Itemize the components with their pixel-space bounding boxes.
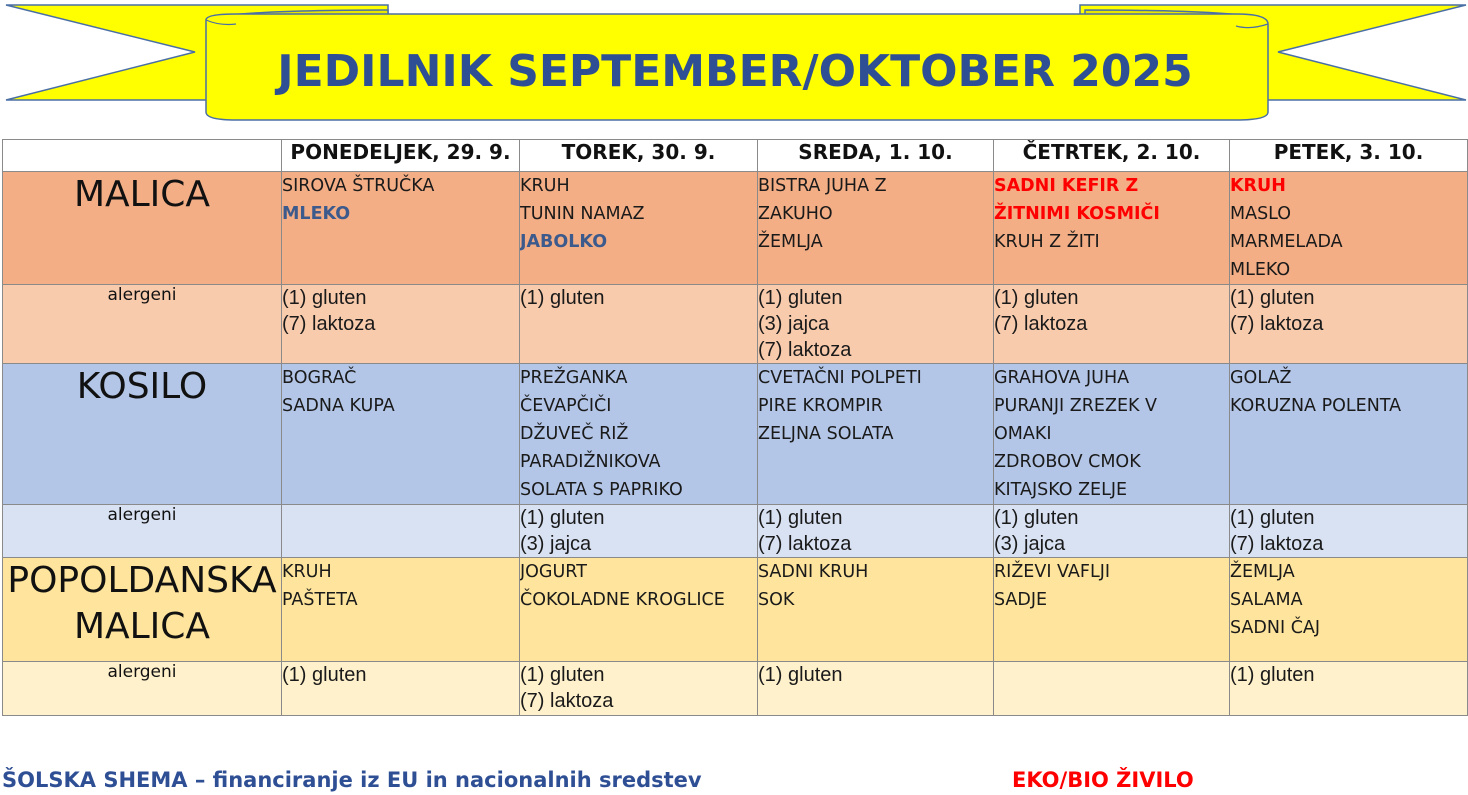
kosilo-allergens-row bbox=[3, 505, 1468, 558]
allergen-item: (1) gluten bbox=[758, 287, 843, 309]
allergen-item: (7) laktoza bbox=[520, 690, 614, 712]
food-item: JABOLKO bbox=[520, 232, 608, 252]
food-item: MASLO bbox=[1230, 204, 1292, 224]
footer-school-scheme-note: ŠOLSKA SHEMA – financiranje iz EU in nacionalnih sredstev bbox=[2, 768, 702, 792]
day-header-monday: PONEDELJEK, 29. 9. bbox=[282, 140, 520, 172]
food-item: PURANJI ZREZEK V bbox=[994, 396, 1158, 416]
meal-label-malica: MALICA bbox=[3, 172, 282, 285]
food-item: PIRE KROMPIR bbox=[758, 396, 883, 416]
allergen-item: (3) jajca bbox=[758, 313, 830, 335]
food-cell bbox=[994, 364, 1230, 505]
food-item: SADNI KEFIR Z bbox=[994, 176, 1139, 196]
food-item: SADNI ČAJ bbox=[1230, 618, 1321, 638]
food-item: KITAJSKO ZELJE bbox=[994, 480, 1128, 500]
allergen-label: alergeni bbox=[3, 285, 282, 364]
allergen-label: alergeni bbox=[3, 662, 282, 716]
food-item: SADNA KUPA bbox=[282, 396, 395, 416]
kosilo-row bbox=[3, 364, 1468, 505]
food-item: KRUH Z ŽITI bbox=[994, 232, 1100, 252]
day-header-tuesday: TOREK, 30. 9. bbox=[520, 140, 758, 172]
meal-label-line: MALICA bbox=[73, 606, 211, 647]
allergen-item: (1) gluten bbox=[994, 507, 1079, 529]
food-item: ZDROBOV CMOK bbox=[994, 452, 1141, 472]
food-cell bbox=[1230, 172, 1468, 285]
food-item: OMAKI bbox=[994, 424, 1052, 444]
food-cell bbox=[758, 172, 994, 285]
allergen-cell bbox=[994, 662, 1230, 716]
food-cell bbox=[994, 558, 1230, 662]
food-item: KRUH bbox=[1230, 176, 1286, 196]
food-cell bbox=[1230, 558, 1468, 662]
allergen-item: (3) jajca bbox=[520, 533, 592, 555]
allergen-item: (1) gluten bbox=[994, 287, 1079, 309]
food-item: ČEVAPČIČI bbox=[520, 396, 612, 416]
allergen-cell bbox=[758, 662, 994, 716]
food-item: MLEKO bbox=[282, 204, 351, 224]
allergen-cell bbox=[520, 285, 758, 364]
food-item: ZAKUHO bbox=[758, 204, 833, 224]
food-item: ŽEMLJA bbox=[758, 232, 823, 252]
meal-label-kosilo: KOSILO bbox=[3, 364, 282, 505]
food-item: JOGURT bbox=[520, 562, 587, 582]
allergen-cell bbox=[520, 505, 758, 558]
title-banner bbox=[0, 0, 1468, 128]
allergen-item: (1) gluten bbox=[1230, 507, 1315, 529]
food-cell bbox=[520, 558, 758, 662]
food-item: ZELJNA SOLATA bbox=[758, 424, 894, 444]
food-item: SADNI KRUH bbox=[758, 562, 869, 582]
food-cell bbox=[758, 558, 994, 662]
food-item: PARADIŽNIKOVA bbox=[520, 452, 661, 472]
allergen-item: (1) gluten bbox=[282, 287, 367, 309]
popoldanska-allergens-row bbox=[3, 662, 1468, 716]
malica-row bbox=[3, 172, 1468, 285]
food-cell bbox=[1230, 364, 1468, 505]
allergen-cell bbox=[1230, 662, 1468, 716]
food-item: KORUZNA POLENTA bbox=[1230, 396, 1402, 416]
allergen-item: (1) gluten bbox=[1230, 287, 1315, 309]
food-item: CVETAČNI POLPETI bbox=[758, 368, 922, 388]
allergen-item: (7) laktoza bbox=[758, 339, 852, 361]
food-item: ŽEMLJA bbox=[1230, 562, 1295, 582]
allergen-item: (1) gluten bbox=[1230, 664, 1315, 686]
food-item: KRUH bbox=[282, 562, 332, 582]
allergen-item: (1) gluten bbox=[758, 664, 843, 686]
allergen-item: (7) laktoza bbox=[758, 533, 852, 555]
food-item: KRUH bbox=[520, 176, 570, 196]
food-item: ŽITNIMI KOSMIČI bbox=[994, 204, 1160, 224]
page-title: JEDILNIK SEPTEMBER/OKTOBER 2025 bbox=[277, 45, 1193, 97]
allergen-cell bbox=[1230, 285, 1468, 364]
allergen-cell bbox=[758, 285, 994, 364]
allergen-label: alergeni bbox=[3, 505, 282, 558]
food-item: TUNIN NAMAZ bbox=[520, 204, 645, 224]
food-item: PAŠTETA bbox=[282, 590, 358, 610]
food-cell bbox=[520, 172, 758, 285]
food-item: PREŽGANKA bbox=[520, 368, 628, 388]
popoldanska-row bbox=[3, 558, 1468, 662]
day-header-row bbox=[3, 140, 1468, 172]
food-item: BOGRAČ bbox=[282, 368, 357, 388]
allergen-item: (1) gluten bbox=[282, 664, 367, 686]
food-item: ČOKOLADNE KROGLICE bbox=[520, 590, 725, 610]
allergen-item: (1) gluten bbox=[758, 507, 843, 529]
food-item: MLEKO bbox=[1230, 260, 1291, 280]
food-item: DŽUVEČ RIŽ bbox=[520, 424, 629, 444]
food-item: SOK bbox=[758, 590, 795, 610]
footer-eko-bio-note: EKO/BIO ŽIVILO bbox=[1012, 768, 1194, 792]
allergen-cell bbox=[994, 285, 1230, 364]
day-header-thursday: ČETRTEK, 2. 10. bbox=[994, 140, 1230, 172]
corner-cell bbox=[3, 140, 282, 172]
allergen-cell bbox=[282, 662, 520, 716]
food-item: GOLAŽ bbox=[1230, 368, 1292, 388]
food-cell bbox=[282, 558, 520, 662]
allergen-cell bbox=[282, 505, 520, 558]
food-cell bbox=[758, 364, 994, 505]
allergen-cell bbox=[994, 505, 1230, 558]
food-item: SOLATA S PAPRIKO bbox=[520, 480, 683, 500]
allergen-item: (3) jajca bbox=[994, 533, 1066, 555]
day-header-friday: PETEK, 3. 10. bbox=[1230, 140, 1468, 172]
meal-label-line: POPOLDANSKA bbox=[7, 560, 277, 601]
food-item: RIŽEVI VAFLJI bbox=[994, 562, 1111, 582]
allergen-item: (7) laktoza bbox=[994, 313, 1088, 335]
food-item: SIROVA ŠTRUČKA bbox=[282, 176, 435, 196]
food-cell bbox=[282, 364, 520, 505]
allergen-item: (7) laktoza bbox=[282, 313, 376, 335]
food-cell bbox=[994, 172, 1230, 285]
allergen-item: (7) laktoza bbox=[1230, 313, 1324, 335]
food-item: SALAMA bbox=[1230, 590, 1303, 610]
food-item: MARMELADA bbox=[1230, 232, 1343, 252]
allergen-item: (7) laktoza bbox=[1230, 533, 1324, 555]
food-item: GRAHOVA JUHA bbox=[994, 368, 1130, 388]
allergen-item: (1) gluten bbox=[520, 507, 605, 529]
day-header-wednesday: SREDA, 1. 10. bbox=[758, 140, 994, 172]
food-item: SADJE bbox=[994, 590, 1048, 610]
allergen-item: (1) gluten bbox=[520, 664, 605, 686]
malica-allergens-row bbox=[3, 285, 1468, 364]
allergen-cell bbox=[758, 505, 994, 558]
allergen-item: (1) gluten bbox=[520, 287, 605, 309]
food-cell bbox=[520, 364, 758, 505]
menu-table bbox=[2, 139, 1468, 716]
food-item: BISTRA JUHA Z bbox=[758, 176, 887, 196]
meal-label-popoldanska bbox=[3, 558, 282, 662]
food-cell bbox=[282, 172, 520, 285]
allergen-cell bbox=[520, 662, 758, 716]
allergen-cell bbox=[282, 285, 520, 364]
allergen-cell bbox=[1230, 505, 1468, 558]
